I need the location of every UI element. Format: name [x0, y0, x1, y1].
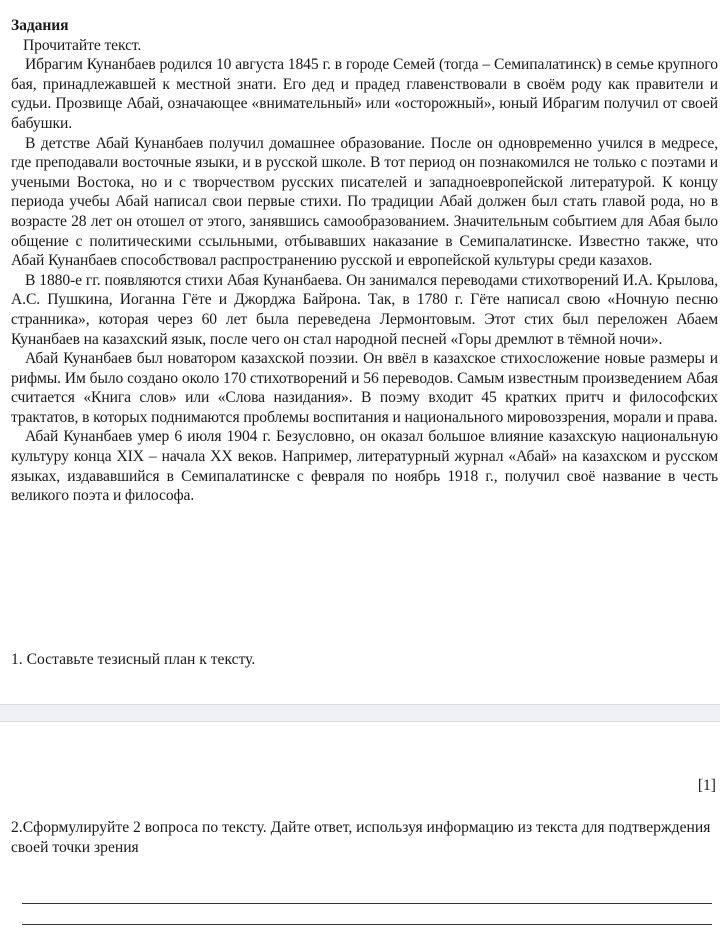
- task-2: 2.Сформулируйте 2 вопроса по тексту. Дайте ответ, используя информацию из текста для подтверждения своей точки зрения: [11, 819, 711, 856]
- answer-line[interactable]: [22, 903, 712, 904]
- answer-line[interactable]: [22, 924, 712, 925]
- page-separator: [0, 704, 720, 722]
- section-heading: Задания: [11, 17, 69, 34]
- paragraph-3: В 1880-е гг. появляются стихи Абая Кунанбаева. Он занимался переводами стихотворений И.А. Крылова, А.С. Пушкина, Иоганна Гёте и Джорджа Байрона. Так, в 1780 г. Гёте написал свою «Ночную песню странника», которая через 60 лет была переведена Лермонтовым. Этот стих был переложен Абаем Кунанбаев на казахский язык, после чего он стал народной песней «Горы дремлют в тёмной ночи».: [11, 271, 718, 348]
- paragraph-4: Абай Кунанбаев был новатором казахской поэзии. Он ввёл в казахское стихосложение новые размеры и рифмы. Им было создано около 170 стихотворений и 56 переводов. Самым известным произведением Абая считается «Книга слов» или «Слова назидания». В поэму входит 45 кратких притч и философских трактатов, в которых поднимаются проблемы воспитания и национального мировоззрения, морали и права.: [11, 350, 718, 426]
- paragraph-1: Ибрагим Кунанбаев родился 10 августа 1845 г. в городе Семей (тогда – Семипалатинск) в семье крупного бая, принадлежавшей к местной знати. Его дед и прадед главенствовали в своём роду как правители и судьи. Прозвище Абай, означающее «внимательный» или «осторожный», юный Ибрагим получил от своей бабушки.: [11, 56, 718, 132]
- paragraph-5: Абай Кунанбаев умер 6 июля 1904 г. Безусловно, он оказал большое влияние казахскую национальную культуру конца XIX – начала XX веков. Например, литературный журнал «Абай» на казахском и русском языках, издававшийся в Семипалатинске с февраля по ноябрь 1918 г., получил своё название в честь великого поэта и философа.: [11, 428, 718, 505]
- paragraph-2: В детстве Абай Кунанбаев получил домашнее образование. После он одновременно учился в медресе, где преподавали восточные языки, и в русской школе. В тот период он познакомился не только с поэтами и учеными Востока, но и с творчеством русских писателей и западноевропейской литературой. К концу периода учебы Абай написал свои первые стихи. По традиции Абай должен был стать главой рода, но в возрасте 28 лет он отошел от этого, занявшись самообразованием. Значительным событием для Абая было общение с политическими ссыльными, отбывавших наказание в Семипалатинске. Известно также, что Абай Кунанбаев способствовал распространению русской и европейской культуры среди казахов.: [11, 134, 718, 270]
- task-1: 1. Составьте тезисный план к тексту.: [11, 651, 256, 668]
- score-mark: [1]: [697, 777, 716, 794]
- instruction: Прочитайте текст.: [23, 36, 142, 54]
- reading-text: [11, 16, 718, 506]
